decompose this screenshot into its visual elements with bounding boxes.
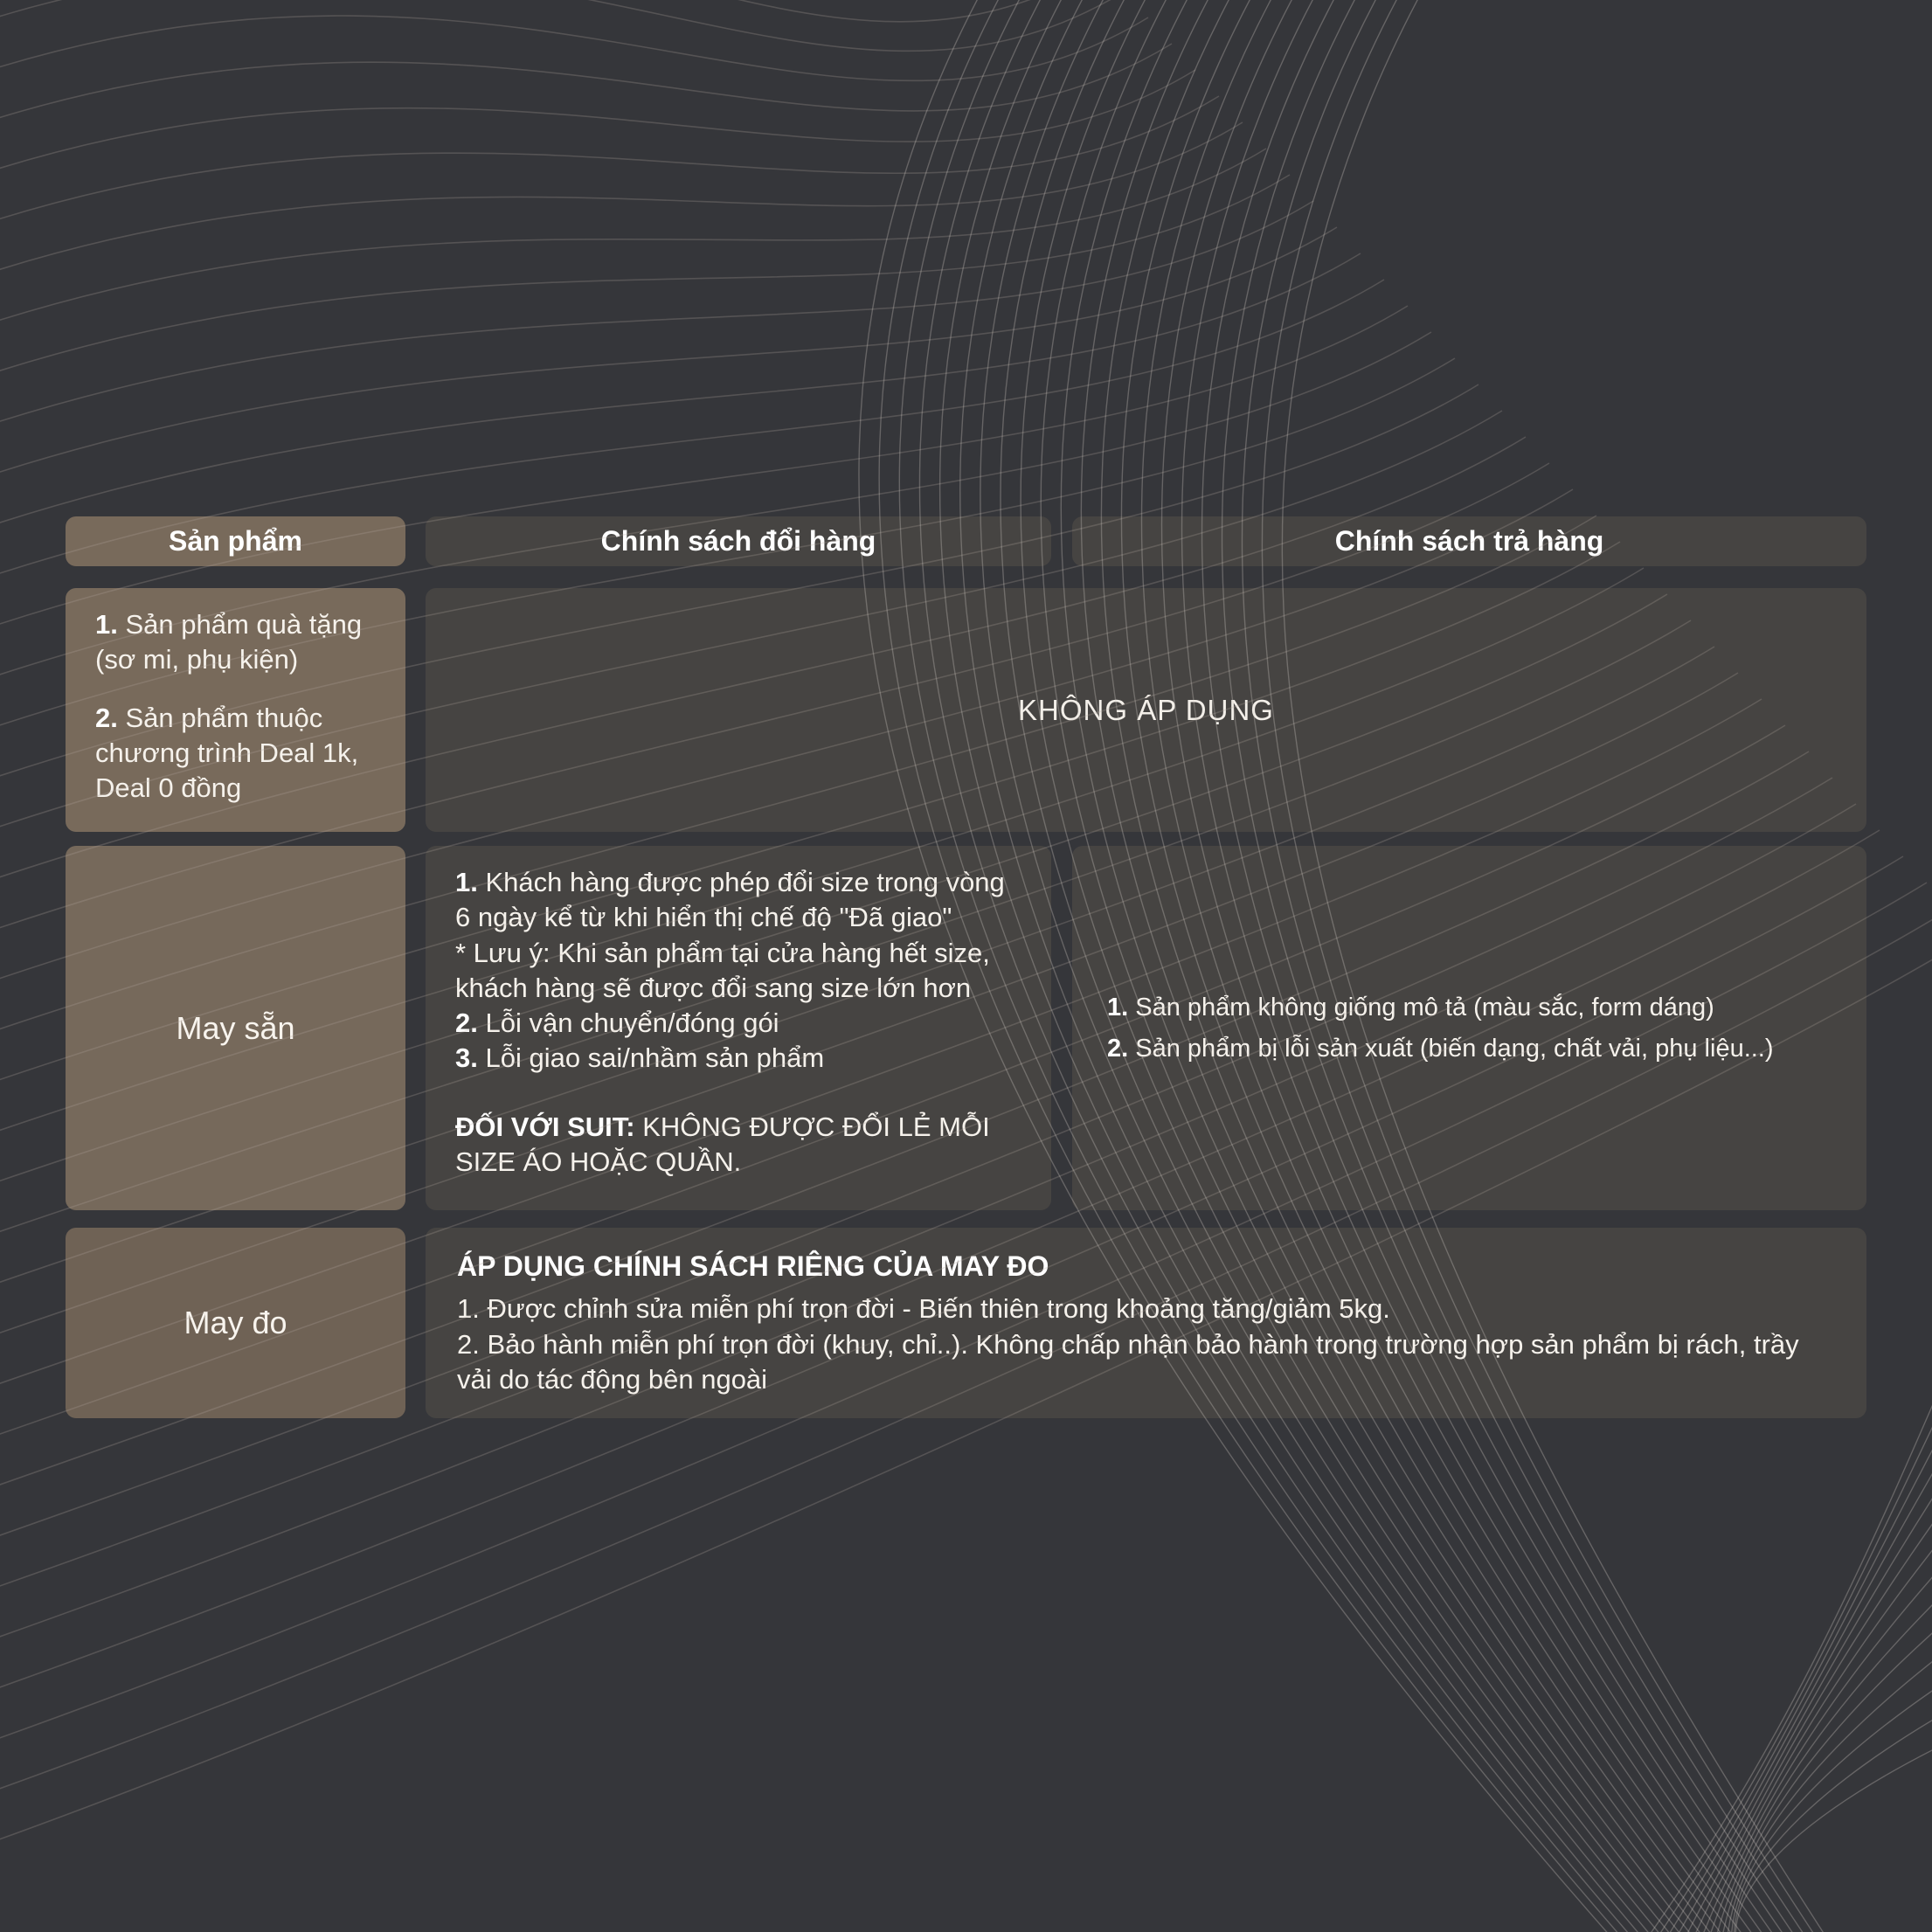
custom-policy-line-1: 1. Được chỉnh sửa miễn phí trọn đời - Biến thiên trong khoảng tăng/giảm 5kg.	[457, 1293, 1390, 1325]
cell-made-to-measure-label: May đo	[66, 1228, 405, 1418]
custom-policy-title: ÁP DỤNG CHÍNH SÁCH RIÊNG CỦA MAY ĐO	[457, 1250, 1049, 1282]
cell-gift-policy-not-applicable: KHÔNG ÁP DỤNG	[426, 588, 1866, 832]
cell-gift-products	[66, 588, 405, 832]
gift-item-1: 1. Sản phẩm quà tặng (sơ mi, phụ kiện)	[95, 609, 363, 675]
return-item-1: 1. Sản phẩm không giống mô tả (màu sắc, form dáng)	[1107, 994, 1714, 1022]
header-exchange-policy: Chính sách đổi hàng	[426, 516, 1051, 566]
header-return-policy: Chính sách trả hàng	[1072, 516, 1866, 566]
header-product: Sản phẩm	[66, 516, 405, 566]
exchange-item-3: 3. Lỗi giao sai/nhầm sản phẩm	[455, 1042, 825, 1074]
return-item-2: 2. Sản phẩm bị lỗi sản xuất (biến dạng, chất vải, phụ liệu...)	[1107, 1034, 1774, 1063]
cell-ready-exchange-policy	[426, 846, 1051, 1210]
exchange-suit-rule: ĐỐI VỚI SUIT: KHÔNG ĐƯỢC ĐỔI LẺ MỖI SIZE ÁO HOẶC QUẦN.	[455, 1111, 990, 1178]
exchange-item-1: 1. Khách hàng được phép đổi size trong vòng 6 ngày kể từ khi hiển thị chế độ "Đã giao"	[455, 867, 1005, 933]
gift-item-2: 2. Sản phẩm thuộc chương trình Deal 1k, Deal 0 đồng	[95, 702, 359, 804]
cell-ready-return-policy	[1072, 846, 1866, 1210]
exchange-item-2: 2. Lỗi vận chuyển/đóng gói	[455, 1008, 779, 1039]
cell-made-to-measure-policy	[426, 1228, 1866, 1418]
custom-policy-line-2: 2. Bảo hành miễn phí trọn đời (khuy, chỉ..). Không chấp nhận bảo hành trong trường hợp sản phẩm bị rách, trầy vải do tác động bên ngoài	[457, 1328, 1799, 1395]
cell-ready-to-wear-label: May sẵn	[66, 846, 405, 1210]
exchange-note: * Lưu ý: Khi sản phẩm tại cửa hàng hết size, khách hàng sẽ được đổi sang size lớn hơn	[455, 937, 990, 1003]
